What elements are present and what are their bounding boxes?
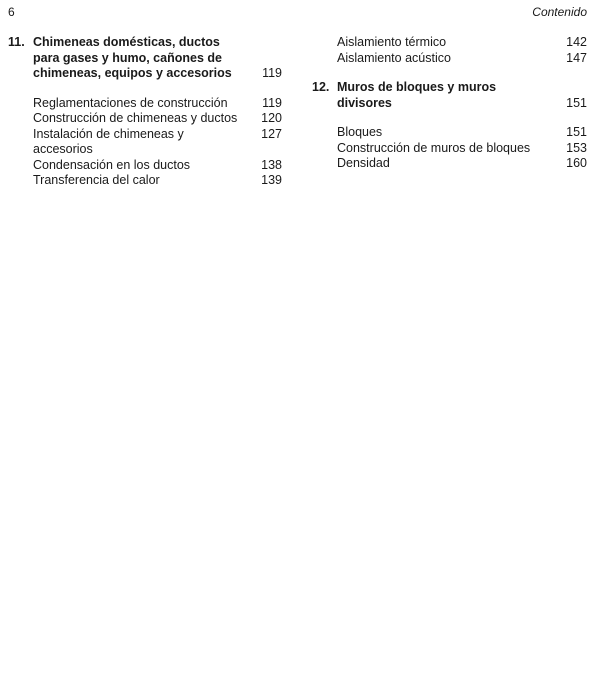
toc-entry	[312, 125, 587, 141]
page-number: 6	[8, 5, 15, 19]
toc-left-column	[8, 35, 282, 189]
toc-entry	[8, 173, 282, 189]
entry-page: 139	[261, 173, 282, 187]
chapter-11-entries	[8, 96, 282, 189]
entry-label: Aislamiento acústico	[337, 50, 451, 65]
entry-label: Condensación en los ductos	[33, 157, 191, 172]
entry-page: 120	[261, 111, 282, 125]
entry-page: 153	[566, 140, 587, 155]
chapter-page: 151	[566, 95, 587, 110]
entry-label: Aislamiento térmico	[337, 35, 447, 49]
entry-label: Transferencia del calor	[33, 173, 160, 187]
toc-entry	[312, 156, 587, 172]
toc-right-column	[312, 35, 587, 172]
entry-label: Instalación de chimeneas y accesorios	[33, 126, 184, 156]
toc-entry	[8, 158, 282, 174]
toc-entry	[8, 111, 282, 127]
chapter-number: 11.	[8, 35, 25, 49]
entry-label: Densidad	[337, 156, 390, 170]
entry-label: Construcción de muros de bloques	[337, 140, 531, 155]
running-head: Contenido	[532, 5, 587, 19]
toc-entry	[312, 51, 587, 67]
toc-entry	[8, 96, 282, 112]
entry-page: 160	[566, 156, 587, 170]
toc-entry	[312, 35, 587, 51]
chapter-title: Muros de bloques y muros divisores	[337, 80, 497, 110]
chapter-11-heading	[8, 35, 282, 82]
entry-page: 119	[262, 95, 282, 110]
chapter-title: Chimeneas domésticas, ductos para gases y humo, cañones de chimeneas, equipos y accesorios	[33, 35, 232, 80]
chapter-11-continued-entries	[312, 35, 587, 66]
entry-page: 147	[566, 50, 587, 65]
entry-label: Reglamentaciones de construcción	[33, 95, 228, 110]
entry-page: 142	[566, 35, 587, 49]
entry-page: 138	[261, 157, 282, 172]
chapter-12-heading	[312, 80, 587, 111]
chapter-number: 12.	[312, 80, 330, 94]
entry-label: Construcción de chimeneas y ductos	[33, 111, 238, 125]
chapter-12-entries	[312, 125, 587, 172]
entry-label: Bloques	[337, 125, 383, 139]
entry-page: 151	[566, 125, 587, 139]
toc-entry	[8, 127, 282, 158]
chapter-page: 119	[262, 66, 282, 80]
entry-page: 127	[261, 126, 282, 141]
toc-entry	[312, 141, 587, 157]
